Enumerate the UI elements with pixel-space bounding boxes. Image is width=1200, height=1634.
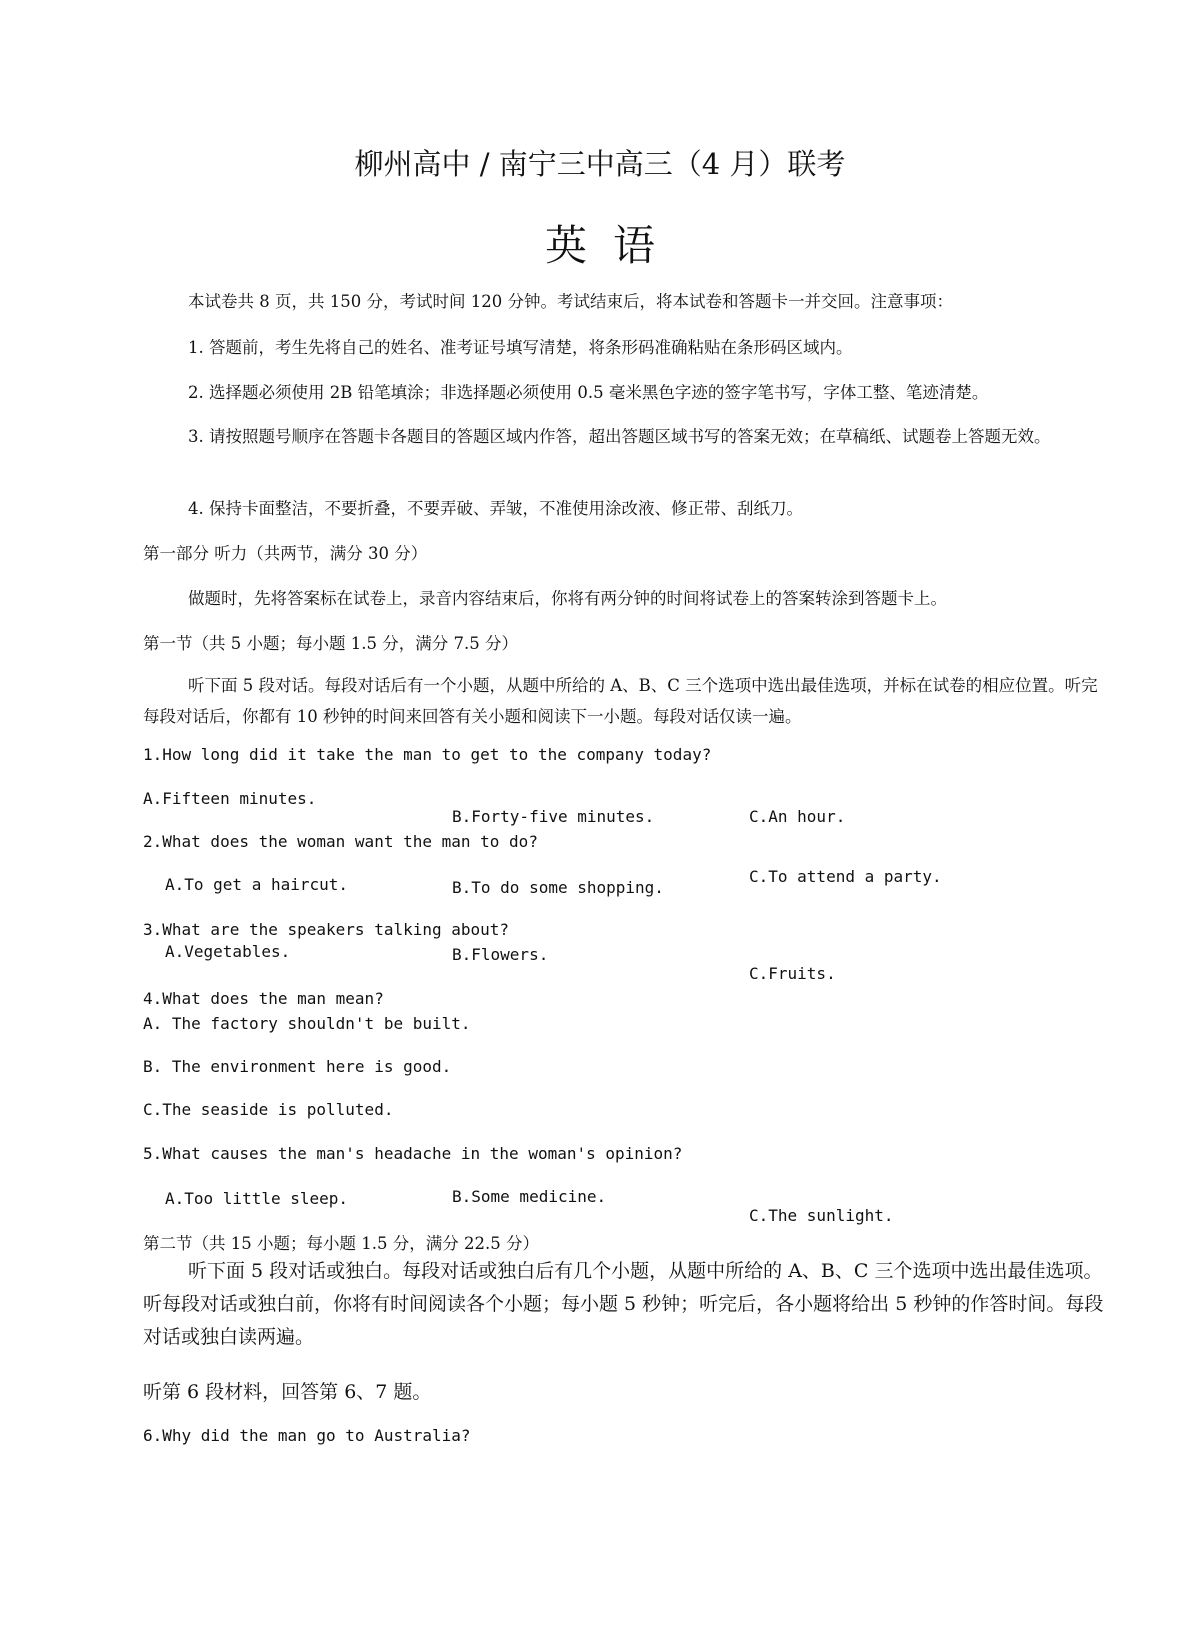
question-2-stem: 2.What does the woman want the man to do? xyxy=(143,832,538,851)
question-4-option-b: B. The environment here is good. xyxy=(143,1057,452,1076)
question-6-stem: 6.Why did the man go to Australia? xyxy=(143,1426,471,1445)
note-3: 3. 请按照题号顺序在答题卡各题目的答题区域内作答，超出答题区域书写的答案无效；在草稿纸、试题卷上答题无效。 xyxy=(188,427,1051,446)
material-6-heading: 听第 6 段材料，回答第 6、7 题。 xyxy=(143,1381,432,1403)
exam-title: 柳州高中 / 南宁三中高三（4 月）联考 xyxy=(354,147,846,181)
question-2-option-b: B.To do some shopping. xyxy=(452,878,664,897)
part1-heading: 第一部分 听力（共两节，满分 30 分） xyxy=(143,544,428,563)
question-4-option-c: C.The seaside is polluted. xyxy=(143,1100,394,1119)
question-2-option-a: A.To get a haircut. xyxy=(165,875,349,894)
question-3-option-a: A.Vegetables. xyxy=(165,942,291,961)
note-4: 4. 保持卡面整洁，不要折叠，不要弄破、弄皱，不准使用涂改液、修正带、刮纸刀。 xyxy=(188,499,803,518)
section1-heading: 第一节（共 5 小题；每小题 1.5 分，满分 7.5 分） xyxy=(143,634,518,653)
intro-text: 本试卷共 8 页，共 150 分，考试时间 120 分钟。考试结束后，将本试卷和答题卡一并交回。注意事项： xyxy=(188,292,953,311)
question-5-option-a: A.Too little sleep. xyxy=(165,1189,349,1208)
question-3-stem: 3.What are the speakers talking about? xyxy=(143,920,510,939)
question-1-option-c: C.An hour. xyxy=(749,807,846,826)
question-4-stem: 4.What does the man mean? xyxy=(143,989,384,1008)
note-2: 2. 选择题必须使用 2B 铅笔填涂；非选择题必须使用 0.5 毫米黑色字迹的签字笔书写，字体工整、笔迹清楚。 xyxy=(188,383,989,402)
question-5-stem: 5.What causes the man's headache in the woman's opinion? xyxy=(143,1144,683,1163)
part1-instruction: 做题时，先将答案标在试卷上，录音内容结束后，你将有两分钟的时间将试卷上的答案转涂到答题卡上。 xyxy=(188,589,947,608)
section2-heading: 第二节（共 15 小题；每小题 1.5 分，满分 22.5 分） xyxy=(143,1234,539,1253)
question-4-option-a: A. The factory shouldn't be built. xyxy=(143,1014,471,1033)
subject-title: 英语 xyxy=(544,221,681,270)
question-3-option-c: C.Fruits. xyxy=(749,964,836,983)
question-1-stem: 1.How long did it take the man to get to the company today? xyxy=(143,745,712,764)
note-1: 1. 答题前，考生先将自己的姓名、准考证号填写清楚，将条形码准确粘贴在条形码区域内。 xyxy=(188,338,853,357)
question-1-option-a: A.Fifteen minutes. xyxy=(143,789,317,808)
section1-instruction: 听下面 5 段对话。每段对话后有一个小题，从题中所给的 A、B、C 三个选项中选出最佳选项，并标在试卷的相应位置。听完每段对话后，你都有 10 秒钟的时间来回答有关小题和阅读下一小题。每段对话仅读一遍。 xyxy=(143,676,1098,726)
section2-instruction: 听下面 5 段对话或独白。每段对话或独白后有几个小题，从题中所给的 A、B、C 三个选项中选出最佳选项。听每段对话或独白前，你将有时间阅读各个小题；每小题 5 秒钟；听完后，各小题将给出 5 秒钟的作答时间。每段对话或独白读两遍。 xyxy=(143,1260,1104,1348)
question-1-option-b: B.Forty-five minutes. xyxy=(452,807,655,826)
question-2-option-c: C.To attend a party. xyxy=(749,867,942,886)
question-5-option-b: B.Some medicine. xyxy=(452,1187,607,1206)
question-3-option-b: B.Flowers. xyxy=(452,945,549,964)
question-5-option-c: C.The sunlight. xyxy=(749,1206,894,1225)
